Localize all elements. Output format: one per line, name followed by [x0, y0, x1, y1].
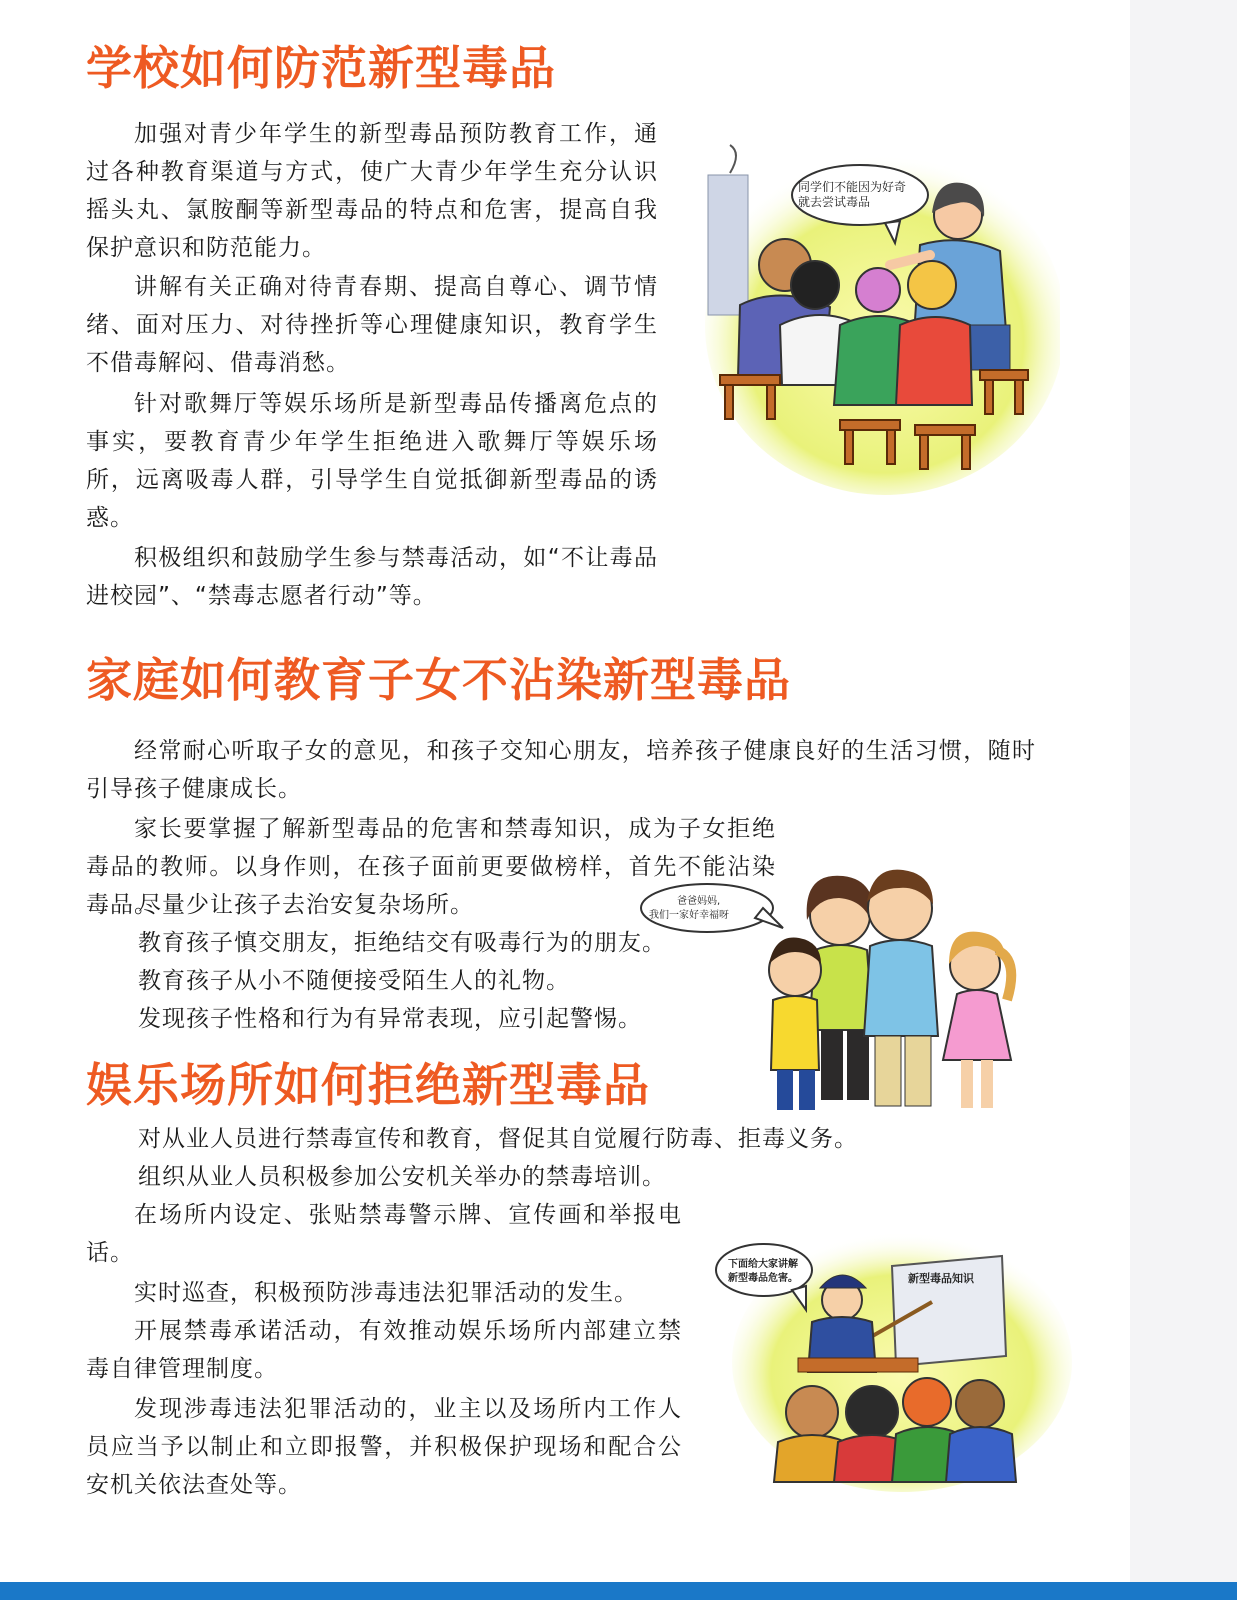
section-title-venue: 娱乐场所如何拒绝新型毒品 — [86, 1058, 650, 1112]
classroom-illustration — [700, 135, 1060, 495]
family-paragraph-2: 家长要掌握了解新型毒品的危害和禁毒知识，成为子女拒绝毒品的教师。以身作则，在孩子面前更要做榜样，首先不能沾染毒品。 — [86, 816, 776, 918]
family-bubble-line-1: 爸爸妈妈, — [677, 896, 721, 907]
venue-paragraph-4: 发现涉毒违法犯罪活动的，业主以及场所内工作人员应当予以制止和立即报警，并积极保护现场和配合公安机关依法查处等。 — [86, 1396, 682, 1498]
lecture-illustration — [712, 1222, 1072, 1492]
classroom-bubble-line-2: 就去尝试毒品 — [798, 195, 871, 209]
family-illustration — [635, 860, 1035, 1120]
venue-line-1: 对从业人员进行禁毒宣传和教育，督促其自觉履行防毒、拒毒义务。 — [138, 1126, 858, 1152]
bottom-bar — [0, 1582, 1237, 1600]
school-paragraph-2: 讲解有关正确对待青春期、提高自尊心、调节情绪、面对压力、对待挫折等心理健康知识，教育学生不借毒解闷、借毒消愁。 — [86, 274, 658, 376]
lecture-bubble-line-2: 新型毒品危害。 — [728, 1273, 798, 1284]
family-paragraph-1: 经常耐心听取子女的意见，和孩子交知心朋友，培养孩子健康良好的生活习惯，随时引导孩子健康成长。 — [86, 738, 1036, 802]
classroom-bubble-line-1: 同学们不能因为好奇 — [798, 180, 907, 194]
school-paragraph-3: 针对歌舞厅等娱乐场所是新型毒品传播离危点的事实，要教育青少年学生拒绝进入歌舞厅等娱乐场所，远离吸毒人群，引导学生自觉抵御新型毒品的诱惑。 — [86, 391, 658, 531]
family-line-2: 教育孩子慎交朋友，拒绝结交有吸毒行为的朋友。 — [138, 930, 666, 956]
family-line-4: 发现孩子性格和行为有异常表现，应引起警惕。 — [138, 1006, 642, 1032]
lecture-bubble-line-1: 下面给大家讲解 — [728, 1259, 798, 1270]
family-line-3: 教育孩子从小不随便接受陌生人的礼物。 — [138, 968, 570, 994]
school-paragraph-1: 加强对青少年学生的新型毒品预防教育工作，通过各种教育渠道与方式，使广大青少年学生充分认识摇头丸、氯胺酮等新型毒品的特点和危害，提高自我保护意识和防范能力。 — [86, 121, 658, 261]
venue-line-2: 组织从业人员积极参加公安机关举办的禁毒培训。 — [138, 1164, 666, 1190]
section-title-family: 家庭如何教育子女不沾染新型毒品 — [86, 653, 791, 707]
venue-paragraph-3: 开展禁毒承诺活动，有效推动娱乐场所内部建立禁毒自律管理制度。 — [86, 1318, 682, 1382]
family-bubble-line-2: 我们一家好幸福呀 — [649, 910, 729, 921]
page-edge-shade — [1130, 0, 1237, 1600]
venue-paragraph-2: 实时巡查，积极预防涉毒违法犯罪活动的发生。 — [134, 1280, 638, 1306]
family-line-1: 尽量少让孩子去治安复杂场所。 — [138, 892, 474, 918]
venue-paragraph-1: 在场所内设定、张贴禁毒警示牌、宣传画和举报电话。 — [86, 1202, 682, 1266]
board-title: 新型毒品知识 — [908, 1272, 974, 1285]
section-title-school: 学校如何防范新型毒品 — [86, 41, 556, 95]
school-paragraph-4: 积极组织和鼓励学生参与禁毒活动，如“不让毒品进校园”、“禁毒志愿者行动”等。 — [86, 545, 658, 609]
